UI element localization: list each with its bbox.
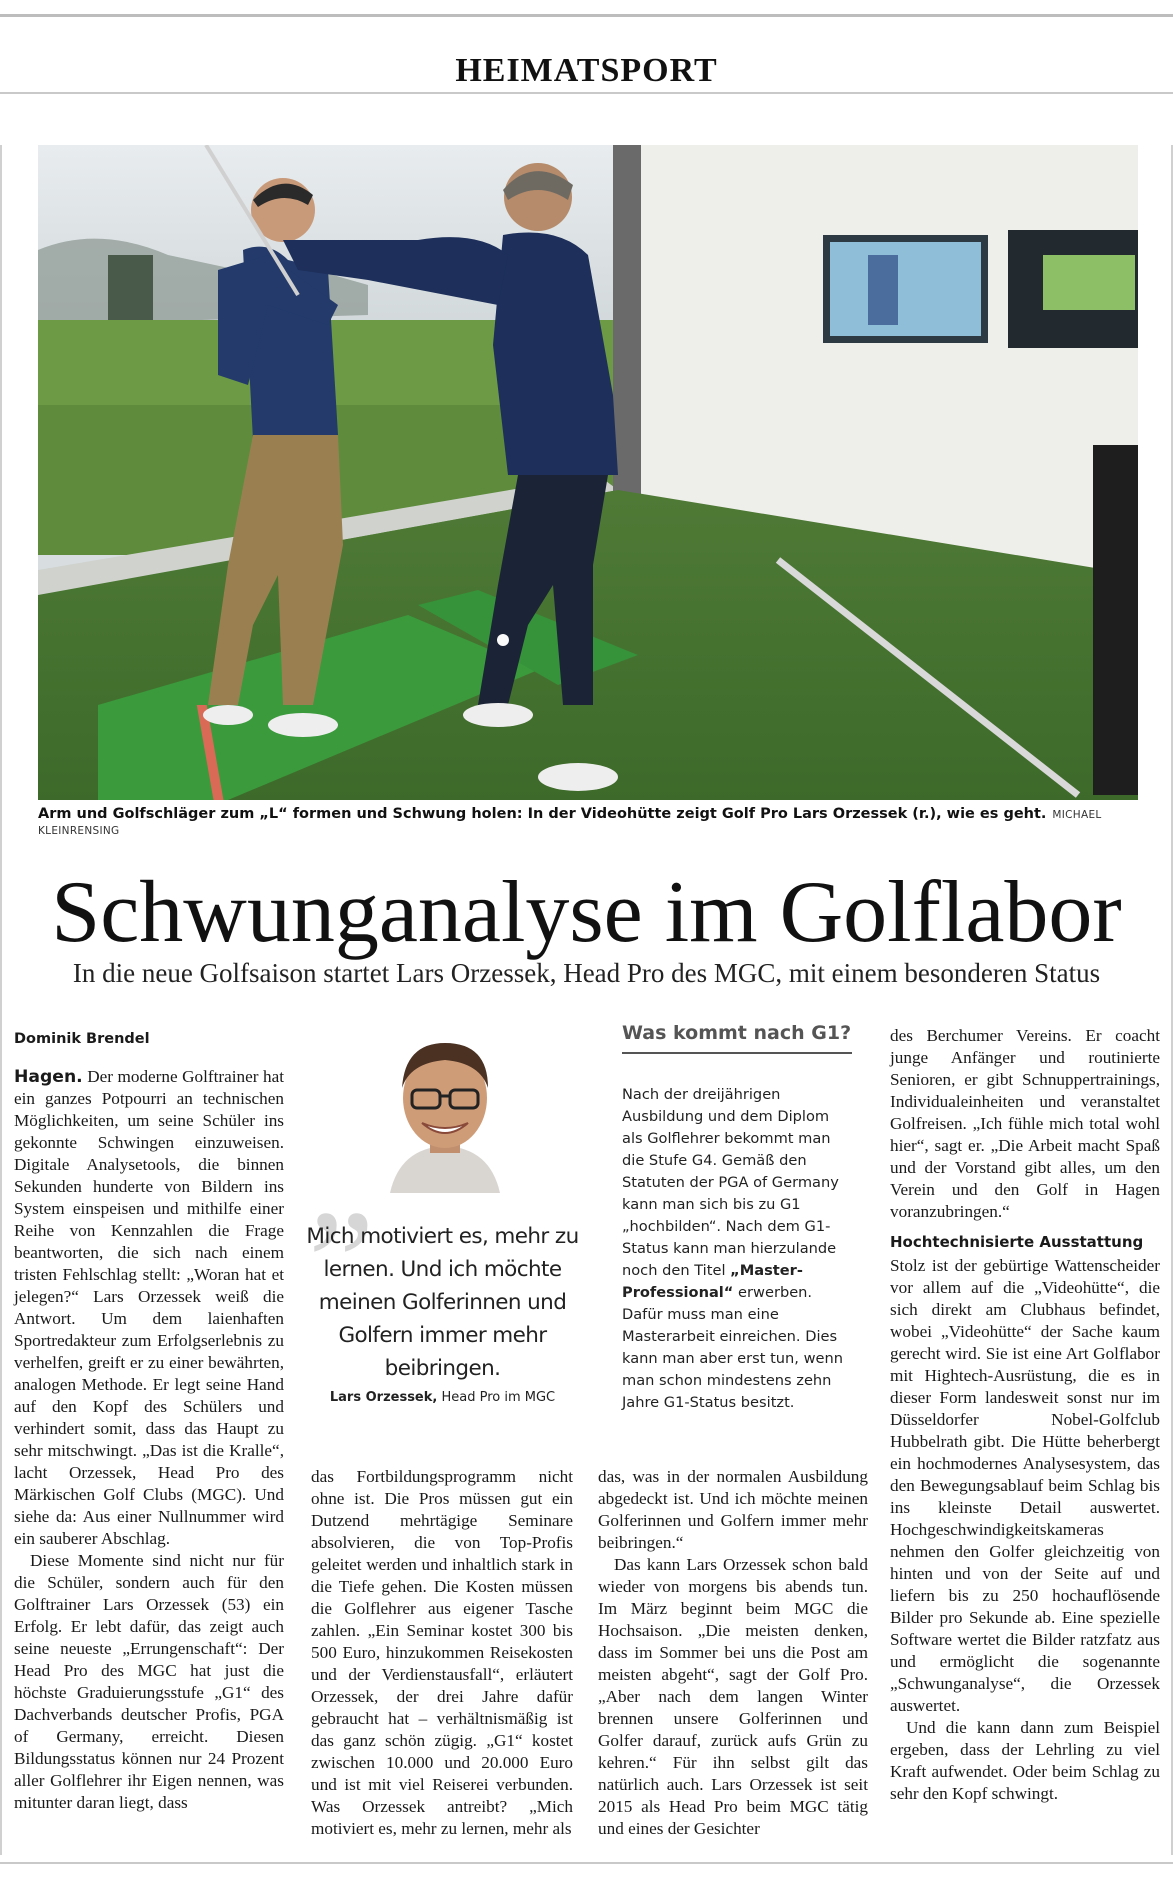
quote-role: Head Pro im MGC <box>437 1390 556 1405</box>
article-paragraph: Das kann Lars Orzessek schon bald wieder von morgens bis abends tun. Im März beginnt beim MGC die Hochsaison. „Die meisten denken, dass im Sommer bei uns die Post am meisten abgeht“, sagt der Golf Pro. „Aber nach dem langen Winter brennen unsere Golferinnen und Golfer darauf, zurück aufs Grün zu kehren.“ Für ihn selbst gilt das natürlich auch. Lars Orzessek ist seit 2015 als Head Pro beim MGC tätig und eines der Gesichter <box>598 1555 868 1838</box>
photo-illustration <box>38 145 1138 800</box>
header-rule <box>0 92 1173 94</box>
pull-quote <box>305 1028 580 1418</box>
quote-text: Mich motiviert es, mehr zu lernen. Und ich möchte meinen Golferinnen und Golfern immer mehr beibringen. <box>306 1224 579 1381</box>
photo-credit: MICHAEL KLEINRENSING <box>38 809 1102 837</box>
subheadline: In die neue Golfsaison startet Lars Orzessek, Head Pro des MGC, mit einem besonderen Status <box>72 958 1101 988</box>
article-paragraph: Diese Momente sind nicht nur für die Schüler, sondern auch für den Golftrainer Lars Orzessek (53) ein Erfolg. Er lebt dafür, das zeigt auch seine neueste „Errungenschaft“: Der Head Pro des MGC hat just die höchste Graduierungsstufe „G1“ des Dachverbands deutscher Profis, PGA of Germany, erreicht. Diesen Bildungsstatus können nur 24 Prozent aller Golflehrer ihr Eigen nennen, was mitunter daran liegt, dass <box>14 1551 284 1812</box>
article-paragraph: das, was in der normalen Ausbildung abgedeckt ist. Und ich möchte meinen Golferinnen und Golfern immer mehr beibringen.“ <box>598 1467 868 1552</box>
paragraph-text: Der moderne Golftrainer hat ein ganzes Potpourri an technischen Möglichkeiten, um seine Schüler ins gekonnte Schwingen einzuweisen. Digitale Analysetools, die binnen Sekunden hunderte von Bildern ins System einspeisen und mithilfe einer Reihe von Kennzahlen die Frage beantworten, die sich nach einem tristen Fehlschlag stellt: „Woran hat et jelegen?“ Lars Orzessek weiß die Antwort. Um dem laienhaften Sportredakteur zum Erfolgserlebnis zu verhelfen, greift er zu einer bewährten, analogen Methode. Er legt seine Hand auf den Kopf des Schülers und verhindert somit, dass das Haupt zu sehr mitschwingt. „Das ist die Kralle“, lacht Orzessek, Head Pro des Märkischen Golf Clubs (MGC). Und siehe da: Aus einer Nullnummer wird ein sauberer Abschlag. <box>14 1067 284 1548</box>
article-paragraph: Stolz ist der gebürtige Wattenscheider vor allem auf die „Videohütte“, die sich direkt am Clubhaus befindet, wobei „Videohütte“ der Sache kaum gerecht wird. Sie ist eine Art Golflabor mit Hightech-Ausrüstung, die es in dieser Form landesweit sonst nur im Düsseldorfer Nobel-Golfclub Hubbelrath gibt. Die Hütte beherbergt ein hochmodernes Analysesystem, das den Bewegungsablauf beim Schlag bis ins kleinste Detail auswertet. Hochgeschwindigkeitskameras nehmen den Golfer gleichzeitig von hinten und von der Seite auf und liefern bis zu 250 hochauflösende Bilder pro Sekunde ab. Eine spezielle Software wertet die Bilder ratzfatz aus und ermöglicht die sogenannte „Schwunganalyse“, die Orzessek auswertet. <box>890 1256 1160 1715</box>
caption-text: Arm und Golfschläger zum „L“ formen und Schwung holen: In der Videohütte zeigt Golf Pro Lars Orzessek (r.), wie es geht. <box>38 806 1047 822</box>
article-column-2 <box>311 1466 573 1840</box>
info-text-bold: „Master-Professional“ <box>622 1262 803 1301</box>
left-border <box>0 145 2 1855</box>
info-box <box>622 1022 852 1414</box>
quote-mark-icon: ” <box>308 1180 375 1346</box>
article-column-1 <box>14 1028 284 1814</box>
article-column-4 <box>890 1025 1160 1805</box>
portrait-photo <box>380 1028 510 1193</box>
quote-name: Lars Orzessek, <box>329 1390 438 1405</box>
info-box-text <box>622 1084 852 1414</box>
article-paragraph <box>14 1066 284 1550</box>
dateline: Hagen. <box>14 1067 83 1087</box>
info-box-title: Was kommt nach G1? <box>622 1022 852 1054</box>
article-paragraph: Und die kann dann zum Beispiel ergeben, dass der Lehrling zu viel Kraft aufwendet. Oder beim Schlag zu sehr den Kopf schwingt. <box>890 1718 1160 1803</box>
photo-caption <box>38 806 1138 838</box>
article-paragraph: das Fortbildungsprogramm nicht ohne ist. Die Pros müssen gut ein Dutzend mehrtägige Seminare absolvieren, die von Top-Profis geleitet werden und inhaltlich stark in die Tiefe gehen. Die Kosten müssen die Golflehrer aus eigener Tasche zahlen. „Ein Seminar kostet 300 bis 500 Euro, hinzukommen Reisekosten und der Verdienstausfall“, erläutert Orzessek, der drei Jahre dafür gebraucht hat – verhältnismäßig ist das ganz schön zügig. „G1“ kostet zwischen 10.000 und 20.000 Euro und ist mit viel Reiserei verbunden. Was Orzessek antreibt? „Mich motiviert es, mehr zu lernen, mehr als <box>311 1467 573 1838</box>
info-text-part: erwerben. Dafür muss man eine Masterarbeit einreichen. Dies kann man aber erst tun, wenn man schon mindestens zehn Jahre G1-Status besitzt. <box>622 1284 844 1411</box>
section-header: HEIMATSPORT <box>455 52 718 89</box>
article-paragraph: des Berchumer Vereins. Er coacht junge Anfänger und routinierte Senioren, er gibt Schnuppertrainings, Individualeinheiten und veranstaltet Golfreisen. „Ich fühle mich total wohl hier“, sagt er. „Die Arbeit macht Spaß und der Vorstand gibt alles, um den Verein und den Golf in Hagen voranzubringen.“ <box>890 1026 1160 1221</box>
author-name: Dominik Brendel <box>14 1031 150 1047</box>
info-text-part: Nach der dreijährigen Ausbildung und dem Diplom als Golflehrer bekommt man die Stufe G4. Gemäß den Statuten der PGA of Germany kann man sich bis zu G1 „hochbilden“. Nach dem G1-Status kann man hierzulande noch den Titel <box>622 1086 839 1279</box>
headline: Schwunganalyse im Golflabor <box>51 864 1122 961</box>
quote-attribution <box>305 1390 580 1405</box>
article-column-3 <box>598 1466 868 1840</box>
column-subheading: Hochtechnisierte Ausstattung <box>890 1233 1144 1251</box>
article-photo <box>38 145 1138 800</box>
top-rule <box>0 14 1173 17</box>
bottom-rule <box>0 1862 1173 1864</box>
